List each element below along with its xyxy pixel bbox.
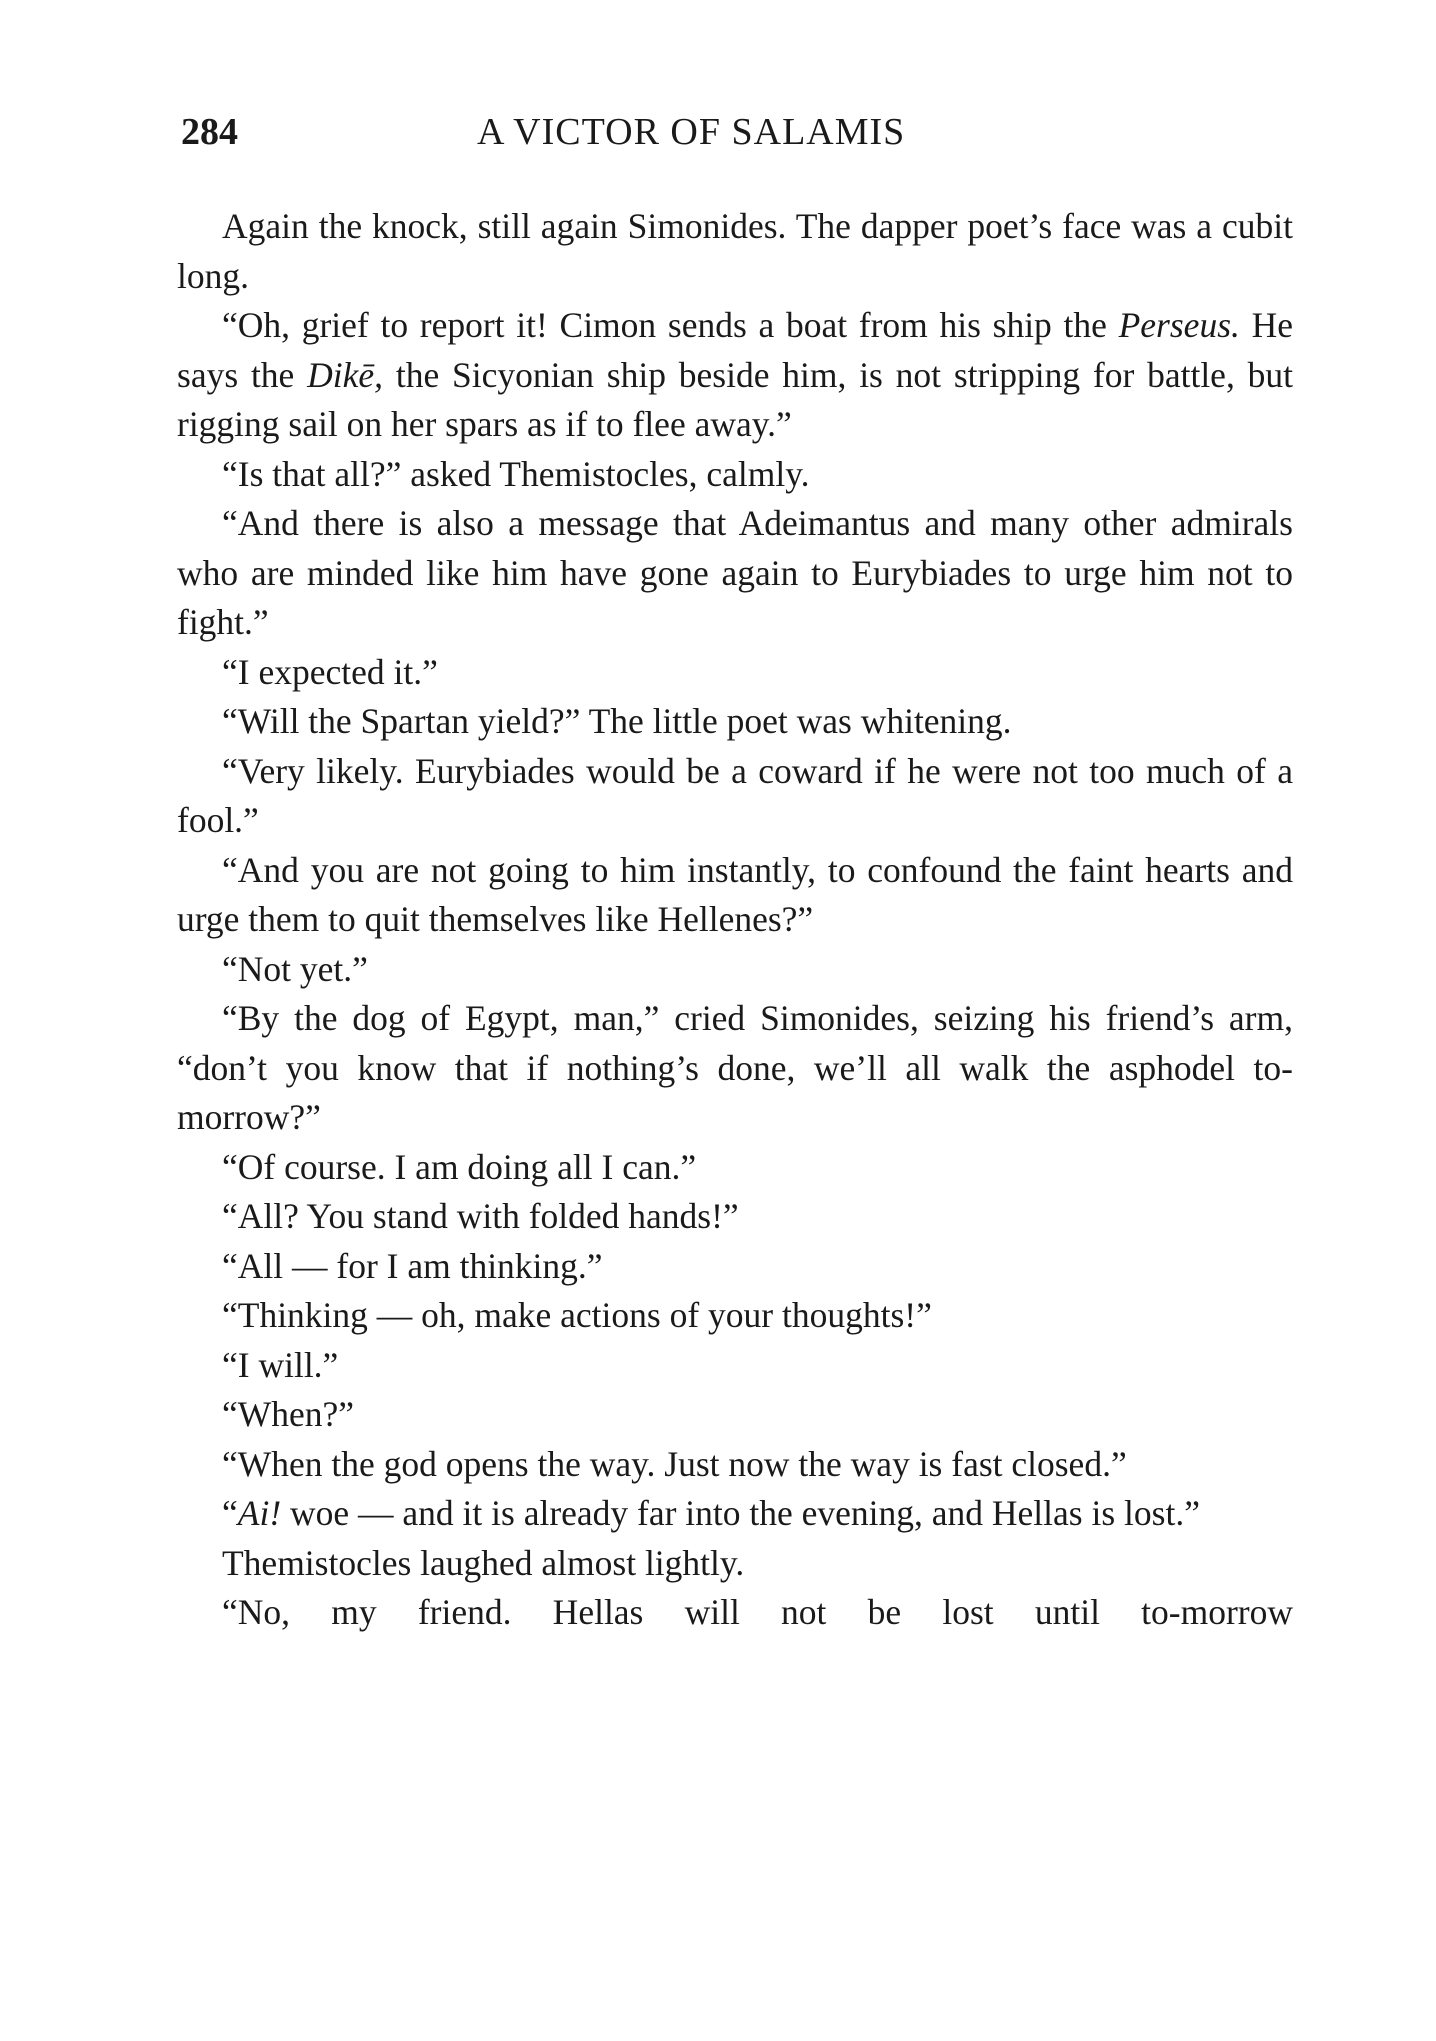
paragraph: “Thinking — oh, make actions of your thoughts!” [222,1295,932,1335]
ship-name: Perseus. [1118,305,1240,345]
paragraph: “When the god opens the way. Just now the way is fast closed.” [222,1443,1127,1484]
paragraph: “Very likely. Eurybiades would be a coward if he were not too much of a fool.” [177,750,1293,840]
paragraph: “Ai! woe — and it is already far into the evening, and Hellas is lost.” [222,1493,1200,1533]
paragraph: “And you are not going to him instantly, to confound the faint hearts and urge them to quit themselves like Hellenes?” [177,849,1293,939]
paragraph: “I will.” [222,1344,339,1385]
ship-name: Dikē, [307,354,384,395]
paragraph: “When?” [222,1394,355,1434]
running-title: A VICTOR OF SALAMIS [477,111,906,153]
paragraph: “Of course. I am doing all I can.” [222,1146,697,1187]
paragraph: Themistocles laughed almost lightly. [222,1542,745,1583]
paragraph: “By the dog of Egypt, man,” cried Simonides, seizing his friend’s arm, “don’t you know that if nothing’s done, we’ll all walk the asphodel to-morrow?” [177,998,1293,1137]
paragraph: “Oh, grief to report it! Cimon sends a boat from his ship the Perseus. He says the Dikē, the Sicyonian ship beside him, is not stripping for battle, but rigging sail on her spars as if to flee away.” [177,305,1293,444]
body-text [177,202,1293,1638]
page-header [177,110,1289,166]
paragraph: Again the knock, still again Simonides. The dapper poet’s face was a cubit long. [177,206,1293,296]
paragraph: “Is that all?” asked Themistocles, calmly. [222,453,810,494]
paragraph: “Will the Spartan yield?” The little poet was whitening. [222,701,1012,741]
paragraph: “All? You stand with folded hands!” [222,1196,739,1236]
paragraph: “Not yet.” [222,948,368,989]
exclamation: Ai! [237,1493,282,1533]
page-number: 284 [181,111,238,153]
paragraph: “I expected it.” [222,651,438,692]
paragraph-continued: “No, my friend. Hellas will not be lost until to-morrow [222,1592,1293,1632]
paragraph: “And there is also a message that Adeimantus and many other admirals who are minded like him have gone again to Eurybiades to urge him not to fight.” [177,503,1293,642]
paragraph: “All — for I am thinking.” [222,1245,603,1286]
